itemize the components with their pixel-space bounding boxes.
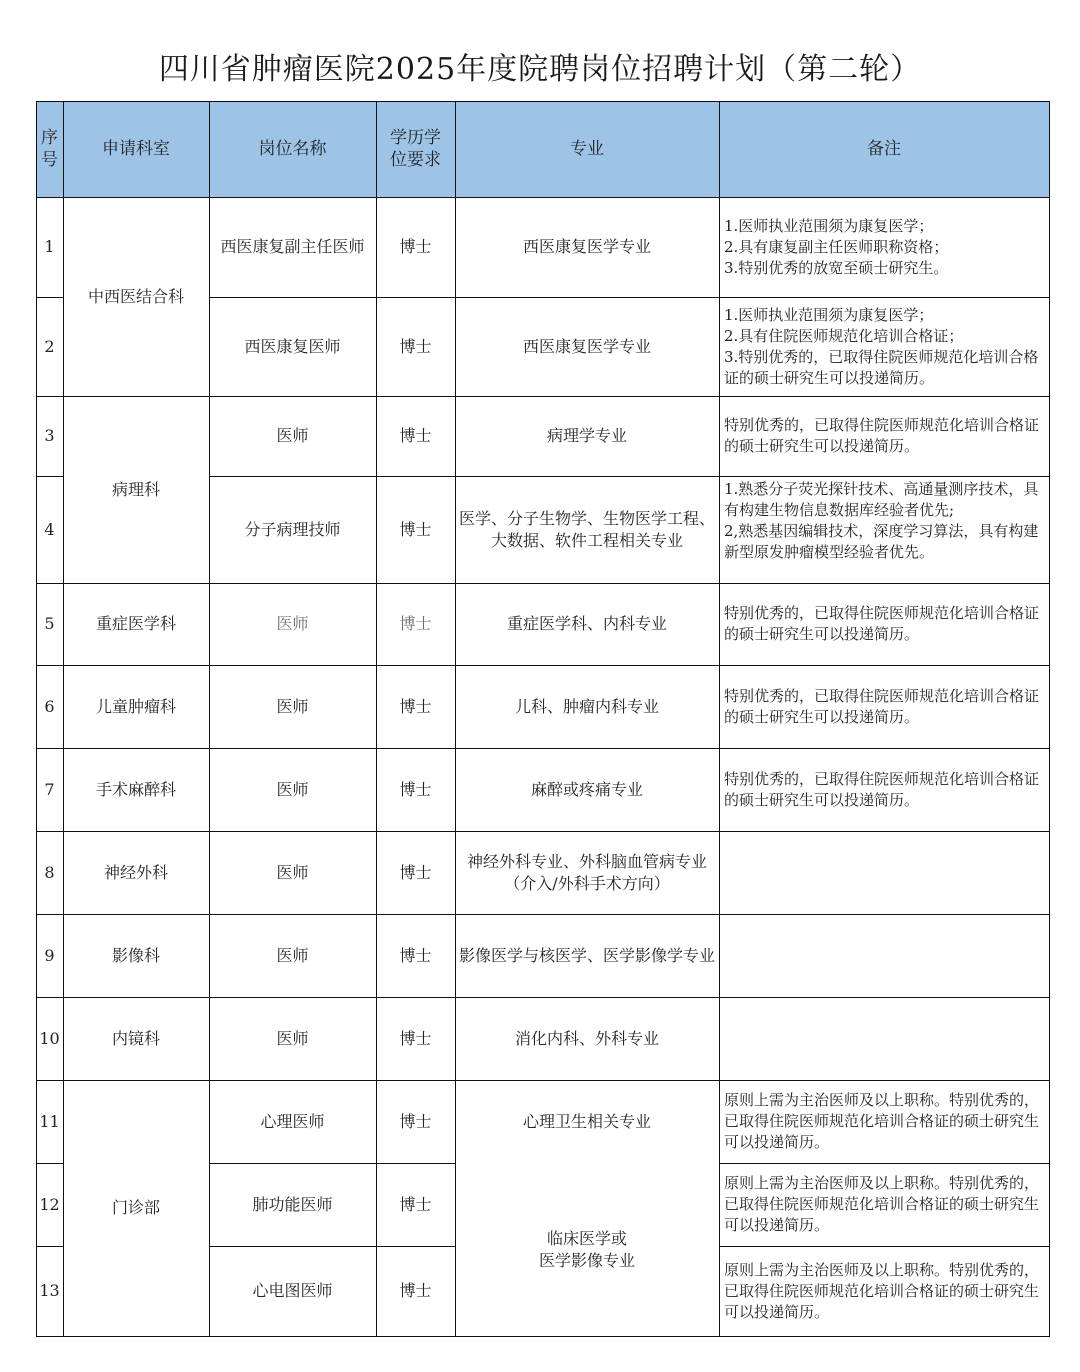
dept-cell-merged: 中西医结合科: [87, 286, 184, 306]
header-remark: 备注: [867, 139, 901, 159]
remark-cell: 1.医师执业范围须为康复医学； 2.具有住院医师规范化培训合格证； 3.特别优秀的，已取得住院医师规范化培训合格证的硕士研究生可以投递简历。: [724, 305, 1039, 387]
dept-cell: 手术麻醉科: [95, 779, 176, 799]
dept-cell: 神经外科: [103, 862, 168, 882]
remark-cell-empty: [719, 831, 1049, 914]
table-rule: [209, 476, 1050, 477]
major-cell: 医学、分子生物学、生物医学工程、大数据、软件工程相关专业: [459, 508, 716, 550]
table-rule: [36, 1336, 1050, 1337]
degree-cell: 博士: [399, 614, 432, 633]
header-dept: 申请科室: [102, 139, 170, 159]
table-rule: [36, 197, 1050, 198]
remark-cell-empty: [719, 914, 1049, 997]
major-cell: 消化内科、外科专业: [514, 1028, 659, 1048]
remark-cell: 特别优秀的，已取得住院医师规范化培训合格证的硕士研究生可以投递简历。: [724, 416, 1040, 455]
table-rule: [36, 583, 1050, 584]
post-name-cell: 分子病理技师: [244, 519, 341, 539]
degree-cell: 博士: [399, 1111, 432, 1131]
header-degree: 学历学位要求: [390, 128, 441, 170]
remark-cell: 1.熟悉分子荧光探针技术、高通量测序技术，具有构建生物信息数据库经验者优先; 2,熟悉基因编辑技术，深度学习算法，具有构建新型原发肿瘤模型经验者优先。: [724, 480, 1039, 561]
degree-cell: 博士: [399, 1281, 432, 1300]
remark-cell: 特别优秀的，已取得住院医师规范化培训合格证的硕士研究生可以投递简历。: [724, 769, 1040, 809]
dept-cell-merged: 病理科: [111, 479, 160, 499]
row-number: 12: [39, 1194, 60, 1214]
post-name-cell: 医师: [276, 1028, 309, 1048]
row-number: 4: [44, 519, 55, 539]
table-rule: [36, 997, 1050, 998]
post-name-cell: 医师: [276, 426, 309, 445]
dept-cell: 影像科: [111, 945, 160, 965]
major-cell: 神经外科专业、外科脑血管病专业（介入/外科手术方向）: [466, 851, 707, 893]
table-rule: [209, 297, 1050, 298]
row-number: 10: [39, 1028, 60, 1048]
post-name-cell: 心理医师: [260, 1111, 325, 1131]
post-name-cell: 医师: [276, 779, 309, 799]
table-rule: [376, 101, 377, 1337]
table-rule: [36, 476, 64, 477]
dept-cell: 内镜科: [111, 1028, 160, 1048]
remark-cell-empty: [719, 997, 1049, 1080]
row-number: 1: [44, 237, 55, 256]
post-name-cell: 心电图医师: [252, 1281, 333, 1300]
major-cell-merged: 临床医学或 医学影像专业: [538, 1228, 635, 1270]
post-name-cell: 西医康复副主任医师: [220, 237, 365, 256]
table-rule: [36, 665, 1050, 666]
post-name-cell: 医师: [276, 696, 309, 716]
major-cell: 麻醉或疼痛专业: [530, 779, 643, 799]
remark-cell: 原则上需为主治医师及以上职称。特别优秀的，已取得住院医师规范化培训合格证的硕士研究生可以投递简历。: [724, 1260, 1040, 1321]
table-rule: [36, 1246, 64, 1247]
table-rule: [1049, 101, 1050, 1337]
row-number: 9: [44, 945, 55, 965]
degree-cell: 博士: [399, 1028, 432, 1048]
table-rule: [209, 1163, 456, 1164]
post-name-cell: 医师: [276, 945, 309, 965]
degree-cell: 博士: [399, 237, 432, 256]
header-post: 岗位名称: [258, 139, 327, 159]
table-rule: [63, 101, 64, 1337]
degree-cell: 博士: [399, 862, 432, 882]
remark-cell: 特别优秀的，已取得住院医师规范化培训合格证的硕士研究生可以投递简历。: [724, 686, 1040, 726]
row-number: 8: [44, 862, 55, 882]
table-rule: [209, 101, 210, 1337]
remark-cell: 原则上需为主治医师及以上职称。特别优秀的，已取得住院医师规范化培训合格证的硕士研究生可以投递简历。: [724, 1174, 1040, 1234]
row-number: 11: [39, 1111, 60, 1131]
degree-cell: 博士: [399, 426, 432, 445]
degree-cell: 博士: [399, 945, 432, 965]
table-rule: [36, 748, 1050, 749]
dept-cell: 儿童肿瘤科: [95, 696, 176, 716]
dept-cell-merged: 门诊部: [111, 1198, 160, 1217]
row-number: 5: [44, 614, 55, 633]
degree-cell: 博士: [399, 1194, 432, 1214]
row-number: 2: [44, 336, 55, 356]
row-number: 3: [44, 426, 55, 445]
table-rule: [36, 101, 1050, 102]
table-rule: [719, 101, 720, 1337]
dept-cell: 重症医学科: [95, 614, 176, 633]
table-rule: [36, 1080, 1050, 1081]
degree-cell: 博士: [399, 779, 432, 799]
table-rule: [36, 101, 37, 1337]
degree-cell: 博士: [399, 519, 432, 539]
degree-cell: 博士: [399, 336, 432, 356]
table-rule: [455, 101, 456, 1337]
post-name-cell: 肺功能医师: [252, 1194, 333, 1214]
major-cell: 心理卫生相关专业: [522, 1111, 651, 1131]
major-cell: 病理学专业: [546, 426, 627, 445]
post-name-cell: 西医康复医师: [244, 336, 341, 356]
major-cell: 重症医学科、内科专业: [506, 614, 667, 633]
post-name-cell: 医师: [276, 614, 309, 633]
table-rule: [36, 831, 1050, 832]
major-cell: 儿科、肿瘤内科专业: [514, 696, 659, 716]
header-major: 专业: [570, 139, 604, 159]
major-cell: 西医康复医学专业: [522, 237, 651, 256]
table-rule: [719, 1246, 1050, 1247]
table-rule: [36, 297, 64, 298]
table-rule: [36, 1163, 64, 1164]
row-number: 7: [44, 779, 55, 799]
remark-cell: 特别优秀的，已取得住院医师规范化培训合格证的硕士研究生可以投递简历。: [724, 604, 1040, 643]
major-cell: 西医康复医学专业: [522, 336, 651, 356]
table-rule: [719, 1163, 1050, 1164]
table-rule: [209, 1246, 456, 1247]
row-number: 13: [39, 1281, 60, 1300]
post-name-cell: 医师: [276, 862, 309, 882]
major-cell: 影像医学与核医学、医学影像学专业: [459, 945, 716, 965]
remark-cell: 1.医师执业范围须为康复医学； 2.具有康复副主任医师职称资格； 3.特别优秀的放宽至硕士研究生。: [724, 216, 949, 277]
page-title: 四川省肿瘤医院2025年度院聘岗位招聘计划（第二轮）: [158, 52, 922, 87]
row-number: 6: [44, 696, 55, 716]
table-rule: [36, 914, 1050, 915]
header-seq: 序号: [41, 128, 58, 170]
degree-cell: 博士: [399, 696, 432, 716]
table-rule: [36, 396, 1050, 397]
remark-cell: 原则上需为主治医师及以上职称。特别优秀的，已取得住院医师规范化培训合格证的硕士研究生可以投递简历。: [724, 1091, 1040, 1151]
